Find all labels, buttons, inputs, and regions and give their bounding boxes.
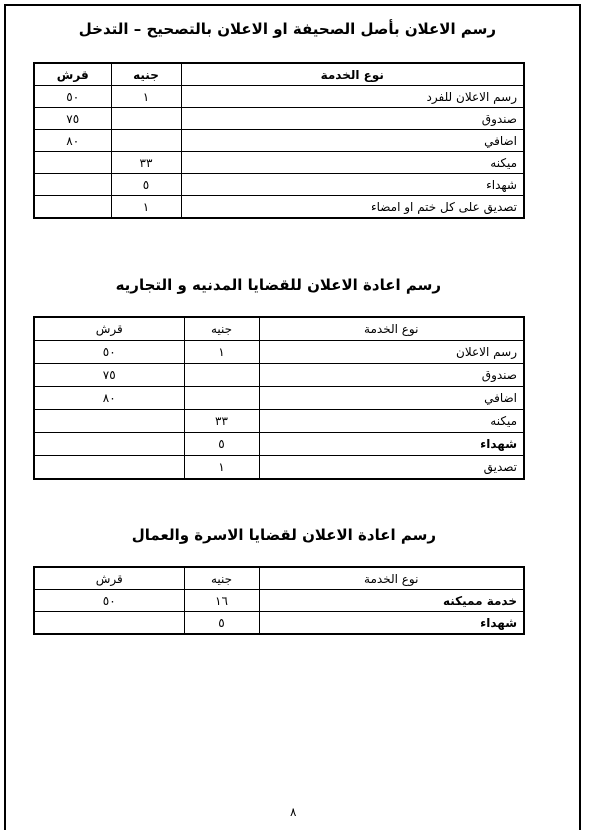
table-row [34, 196, 524, 219]
row-pound: ١٦ [184, 590, 259, 612]
row-piaster [34, 456, 184, 480]
section2-fee-table [33, 316, 525, 480]
table-row [34, 433, 524, 456]
section1-fee-table [33, 62, 525, 219]
row-pound [184, 387, 259, 410]
row-service: رسم الاعلان [259, 341, 524, 364]
table-row [34, 341, 524, 364]
table-row [34, 456, 524, 480]
header-pound: جنيه [111, 63, 181, 86]
page-number: ٨ [290, 805, 297, 819]
row-service: ميكنه [181, 152, 524, 174]
row-piaster: ٥٠ [34, 341, 184, 364]
section3-fee-table [33, 566, 525, 635]
table-row [34, 152, 524, 174]
section1-title: رسم الاعلان بأصل الصحيفة او الاعلان بالتصحيح – التدخل [78, 20, 496, 38]
row-service: تصديق [259, 456, 524, 480]
table-header-row [34, 317, 524, 341]
table-header-row [34, 63, 524, 86]
table-row [34, 612, 524, 635]
row-service: شهداء [259, 433, 524, 456]
header-service: نوع الخدمة [259, 567, 524, 590]
table-row [34, 174, 524, 196]
row-piaster: ٥٠ [34, 590, 184, 612]
row-piaster [34, 174, 111, 196]
table-row [34, 590, 524, 612]
row-service: اضافي [181, 130, 524, 152]
header-piaster: قرش [34, 567, 184, 590]
header-pound: جنيه [184, 567, 259, 590]
row-piaster [34, 410, 184, 433]
row-service: ميكنه [259, 410, 524, 433]
row-pound: ١ [184, 456, 259, 480]
row-pound [111, 130, 181, 152]
row-pound [111, 108, 181, 130]
row-pound: ٣٣ [184, 410, 259, 433]
row-service: رسم الاعلان للفرد [181, 86, 524, 108]
row-piaster: ٨٠ [34, 387, 184, 410]
table-row [34, 364, 524, 387]
row-piaster: ٧٥ [34, 108, 111, 130]
table-header-row [34, 567, 524, 590]
row-pound [184, 364, 259, 387]
row-service: شهداء [181, 174, 524, 196]
row-pound: ٥ [184, 612, 259, 635]
row-pound: ١ [111, 196, 181, 219]
header-service: نوع الخدمة [181, 63, 524, 86]
row-piaster: ٧٥ [34, 364, 184, 387]
row-pound: ١ [184, 341, 259, 364]
table-row [34, 387, 524, 410]
row-piaster [34, 433, 184, 456]
header-piaster: قرش [34, 63, 111, 86]
row-service: شهداء [259, 612, 524, 635]
header-pound: جنيه [184, 317, 259, 341]
row-pound: ١ [111, 86, 181, 108]
row-piaster: ٨٠ [34, 130, 111, 152]
section2-title: رسم اعادة الاعلان للقضايا المدنيه و التجاريه [115, 276, 441, 294]
row-service: صندوق [181, 108, 524, 130]
section3-title: رسم اعادة الاعلان لقضايا الاسرة والعمال [131, 526, 436, 544]
row-pound: ٥ [111, 174, 181, 196]
table-row [34, 86, 524, 108]
table-row [34, 108, 524, 130]
row-service: اضافي [259, 387, 524, 410]
row-service: خدمة مميكنه [259, 590, 524, 612]
row-piaster [34, 152, 111, 174]
header-piaster: قرش [34, 317, 184, 341]
row-piaster: ٥٠ [34, 86, 111, 108]
row-service: تصديق على كل ختم او امضاء [181, 196, 524, 219]
table-row [34, 410, 524, 433]
row-service: صندوق [259, 364, 524, 387]
header-service: نوع الخدمة [259, 317, 524, 341]
row-pound: ٥ [184, 433, 259, 456]
row-piaster [34, 196, 111, 219]
table-row [34, 130, 524, 152]
row-pound: ٣٣ [111, 152, 181, 174]
row-piaster [34, 612, 184, 635]
